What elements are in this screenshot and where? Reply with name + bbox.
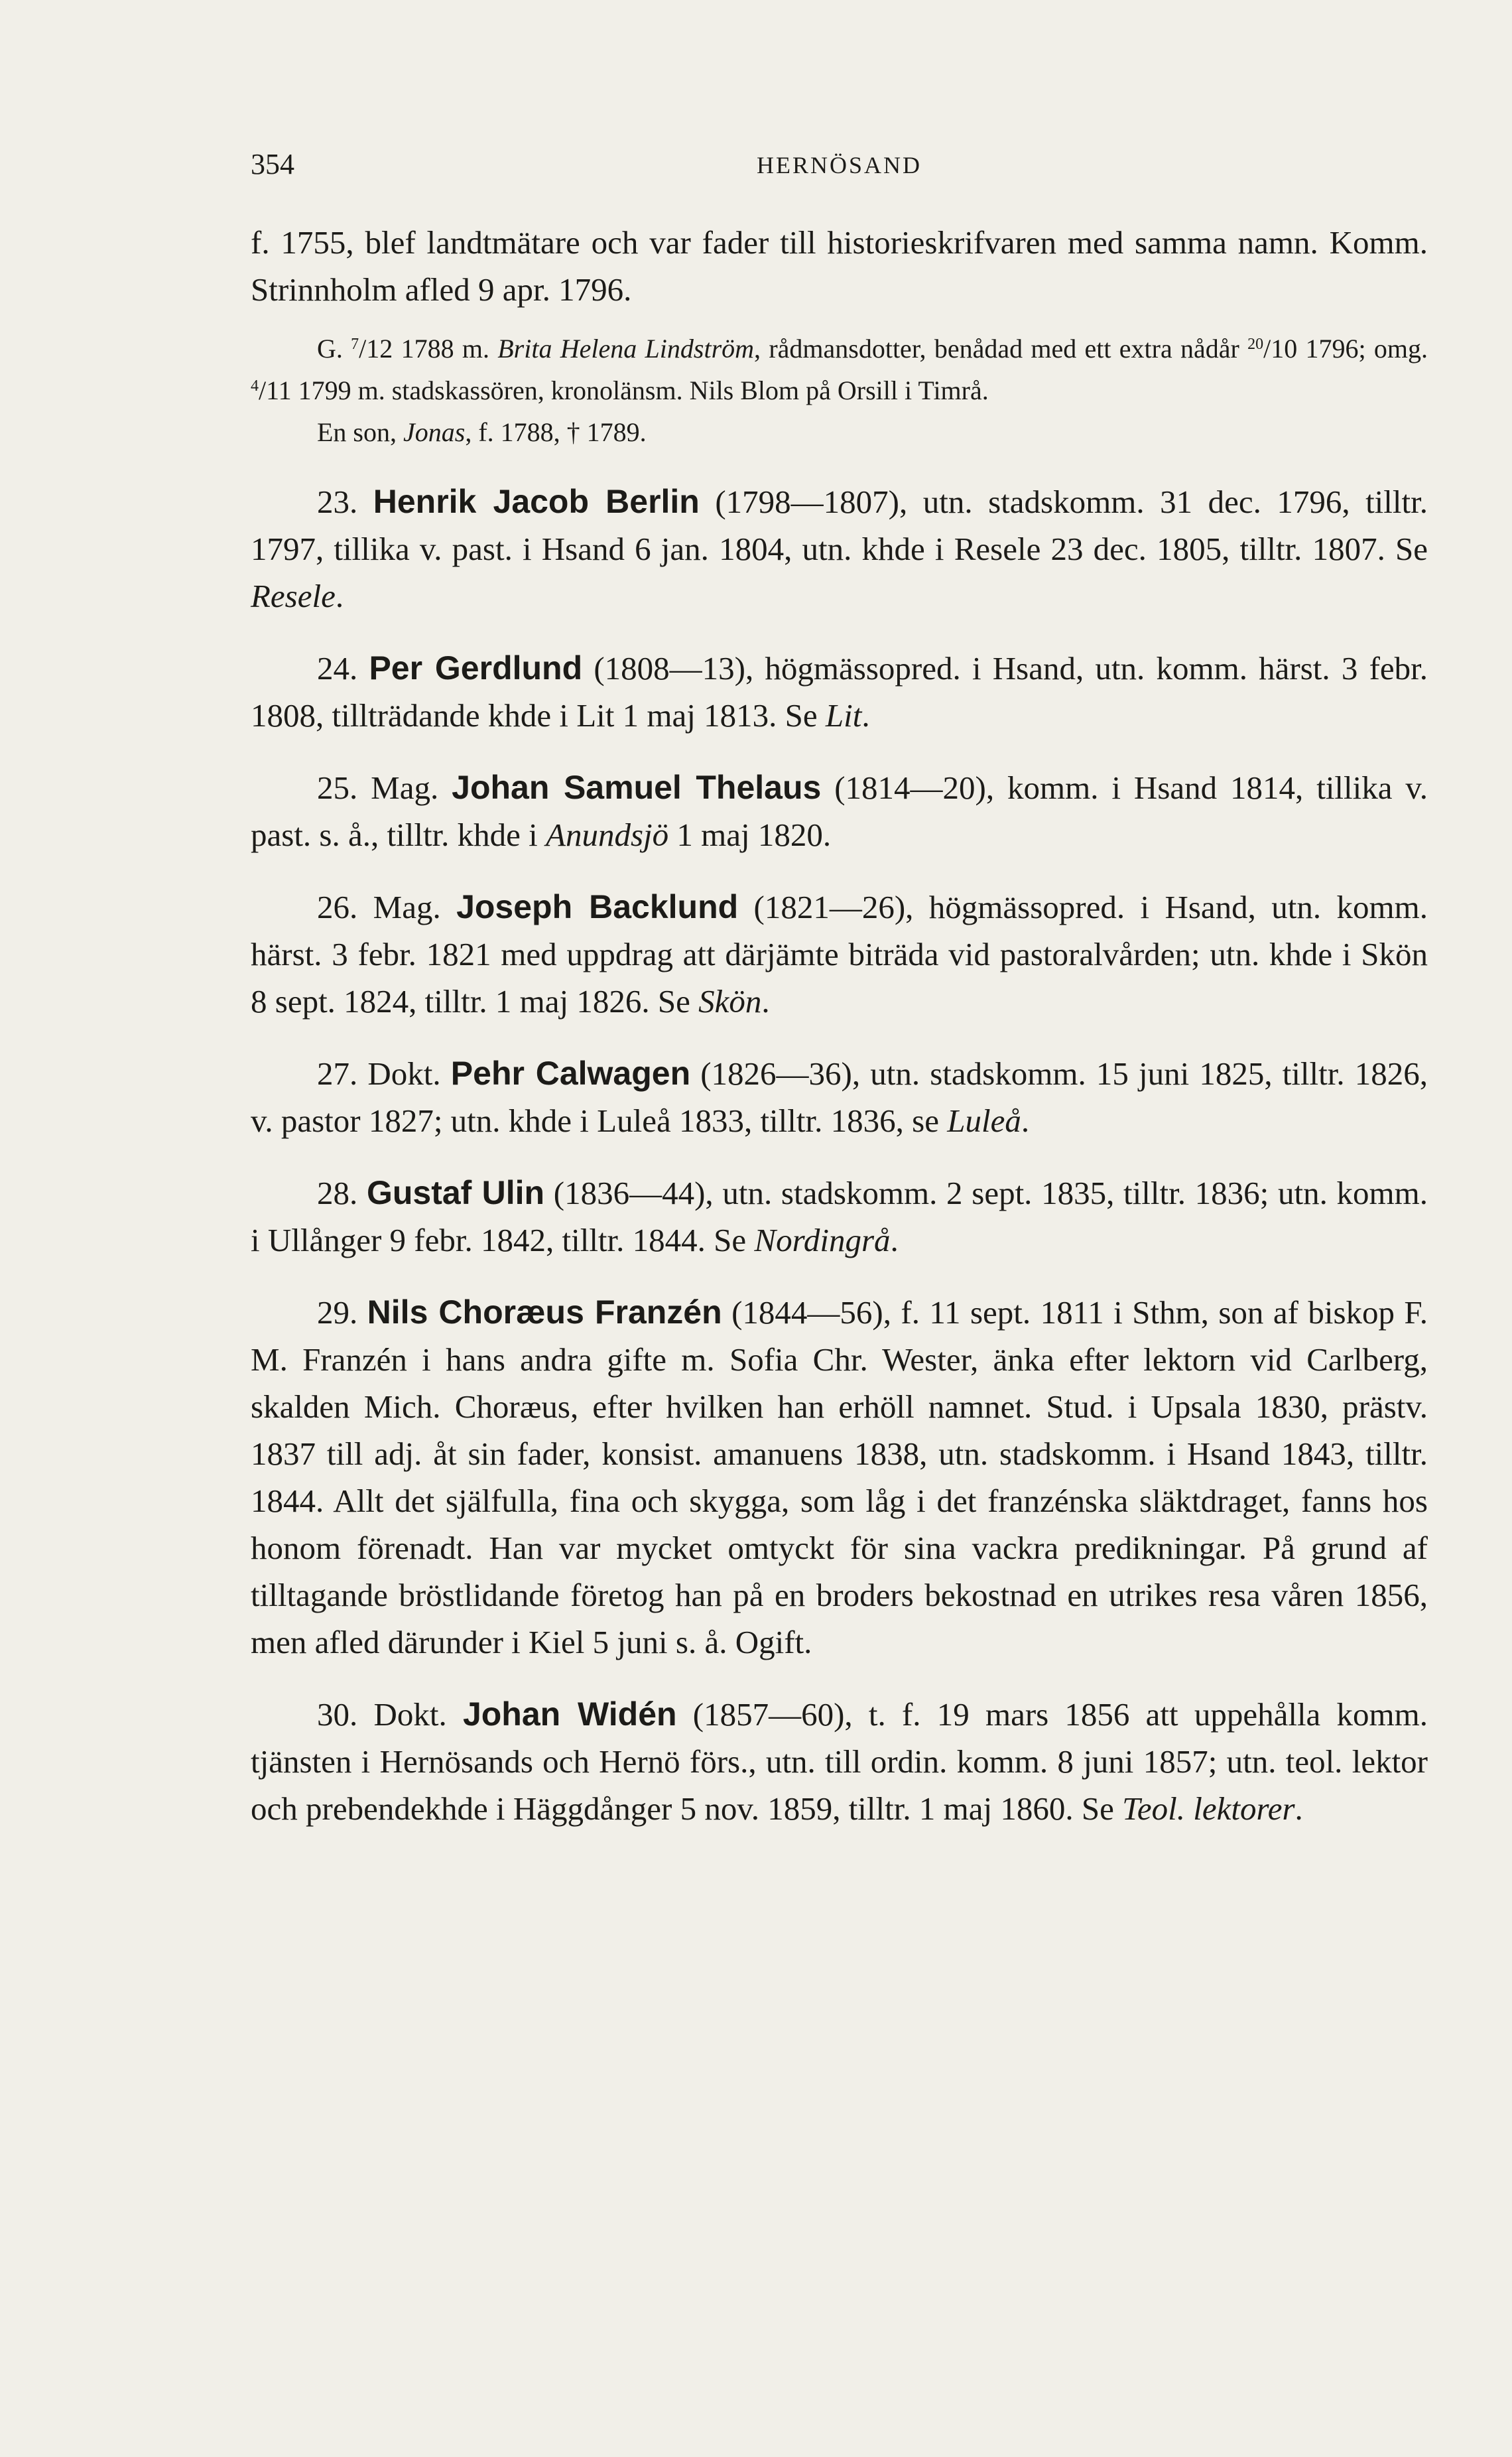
entry bbox=[251, 1691, 1428, 1832]
entry-reference: Luleå bbox=[947, 1102, 1021, 1139]
entry-title: Dokt. bbox=[373, 1696, 463, 1733]
entry-name: Henrik Jacob Berlin bbox=[373, 483, 700, 520]
entry-name: Pehr Calwagen bbox=[450, 1055, 691, 1092]
entry-number: 26. bbox=[317, 889, 373, 925]
entry-end: . bbox=[890, 1222, 899, 1258]
entry-text: (1836—44), utn. stadskomm. 2 sept. 1835, tilltr. 1836; utn. komm. i Ullånger 9 febr. 1842, tilltr. 1844. Se bbox=[251, 1175, 1428, 1258]
entry bbox=[251, 1050, 1428, 1144]
entry-name: Johan Widén bbox=[462, 1695, 677, 1733]
marriage-text: /10 1796; omg. bbox=[1263, 334, 1428, 364]
entry-name: Johan Samuel Thelaus bbox=[452, 769, 822, 806]
entry-text: (1798—1807), utn. stadskomm. 31 dec. 1796, tilltr. 1797, tillika v. past. i Hsand 6 jan. 1804, utn. khde i Resele 23 dec. 1805, tilltr. 1807. Se bbox=[251, 484, 1428, 567]
marriage-note bbox=[251, 328, 1428, 411]
entry bbox=[251, 478, 1428, 620]
entry-reference: Skön bbox=[698, 983, 762, 1020]
entry bbox=[251, 764, 1428, 858]
entry-number: 30. bbox=[317, 1696, 374, 1733]
entry bbox=[251, 1289, 1428, 1666]
entry bbox=[251, 884, 1428, 1025]
marriage-text: /11 1799 m. stadskassören, kronolänsm. Nils Blom på Orsill i Timrå. bbox=[259, 375, 989, 405]
entry-end: . bbox=[335, 578, 344, 614]
entry-end: . bbox=[1294, 1790, 1303, 1827]
son-note bbox=[251, 411, 1428, 453]
entry-list bbox=[251, 478, 1428, 1832]
entry-number: 23. bbox=[317, 484, 373, 520]
son-name: Jonas bbox=[403, 417, 466, 447]
entry-reference: Teol. lektorer bbox=[1122, 1790, 1295, 1827]
intro-continuation: f. 1755, blef landtmätare och var fader till historieskrifvaren med samma namn. Komm. Strinnholm afled 9 apr. 1796. bbox=[251, 224, 1428, 308]
entry-end: . bbox=[761, 983, 770, 1020]
entry-text: (1857—60), t. f. 19 mars 1856 att uppehålla komm. tjänsten i Hernösands och Hernö förs., utn. till ordin. komm. 8 juni 1857; utn. teol. lektor och prebendekhde i Häggdånger 5 nov. 1859, tilltr. 1 maj 1860. Se bbox=[251, 1696, 1428, 1827]
entry bbox=[251, 1169, 1428, 1264]
entry-title: Mag. bbox=[373, 889, 457, 925]
page-header bbox=[251, 147, 1428, 187]
entry-end: 1 maj 1820. bbox=[668, 817, 832, 853]
entry-number: 28. bbox=[317, 1175, 367, 1211]
entry-text: (1814—20), komm. i Hsand 1814, tillika v. past. s. å., tilltr. khde i bbox=[251, 769, 1428, 853]
fraction-numerator: 7 bbox=[351, 335, 359, 353]
entry-number: 25. bbox=[317, 769, 371, 806]
marriage-text: /12 1788 m. bbox=[359, 334, 498, 364]
entry-name: Joseph Backlund bbox=[456, 888, 739, 925]
entry-end: . bbox=[861, 697, 870, 734]
entry-text: (1808—13), högmässopred. i Hsand, utn. komm. härst. 3 febr. 1808, tillträdande khde i Lit 1 maj 1813. Se bbox=[251, 650, 1428, 734]
entry-end: . bbox=[1021, 1102, 1030, 1139]
entry-number: 27. bbox=[317, 1055, 368, 1092]
entry-reference: Nordingrå bbox=[754, 1222, 891, 1258]
entry bbox=[251, 645, 1428, 739]
entry-number: 29. bbox=[317, 1294, 367, 1331]
marriage-text: G. bbox=[317, 334, 351, 364]
son-text: , f. 1788, † 1789. bbox=[465, 417, 647, 447]
entry-reference: Resele bbox=[251, 578, 336, 614]
entry-name: Per Gerdlund bbox=[369, 649, 583, 687]
marriage-text: , rådmansdotter, benådad med ett extra nådår bbox=[754, 334, 1248, 364]
entry-title: Mag. bbox=[371, 769, 452, 806]
entry-name: Nils Choræus Franzén bbox=[367, 1294, 722, 1331]
page-body bbox=[251, 219, 1428, 1832]
entry-text: (1821—26), högmässopred. i Hsand, utn. komm. härst. 3 febr. 1821 med uppdrag att därjämte biträda vid pastoralvården; utn. khde i Skön 8 sept. 1824, tilltr. 1 maj 1826. Se bbox=[251, 889, 1428, 1020]
fraction-numerator: 20 bbox=[1247, 335, 1264, 353]
entry-name: Gustaf Ulin bbox=[366, 1174, 545, 1211]
entry-reference: Anundsjö bbox=[546, 817, 669, 853]
entry-text: (1844—56), f. 11 sept. 1811 i Sthm, son af biskop F. M. Franzén i hans andra gifte m. Sofia Chr. Wester, änka efter lektorn vid Carlberg, skalden Mich. Choræus, efter hvilken han erhöll namnet. Stud. i Upsala 1830, prästv. 1837 till adj. åt sin fader, konsist. amanuens 1838, utn. stadskomm. i Hsand 1843, tilltr. 1844. Allt det själfulla, fina och skygga, som låg i det franzénska släktdraget, fanns hos honom förenadt. Han var mycket omtyckt för sina vackra predikningar. På grund af tilltagande bröstlidande företog han på en broders bekostnad en utrikes resa våren 1856, men afled därunder i Kiel 5 juni s. å. Ogift. bbox=[251, 1294, 1428, 1660]
entry-number: 24. bbox=[317, 650, 369, 687]
entry-title: Dokt. bbox=[367, 1055, 451, 1092]
wife-name: Brita Helena Lindström bbox=[497, 334, 755, 364]
entry-text: (1826—36), utn. stadskomm. 15 juni 1825, tilltr. 1826, v. pastor 1827; utn. khde i Luleå 1833, tilltr. 1836, se bbox=[251, 1055, 1428, 1139]
entry-reference: Lit bbox=[825, 697, 862, 734]
fraction-numerator: 4 bbox=[251, 377, 259, 395]
running-head: HERNÖSAND bbox=[756, 152, 922, 178]
page-number: 354 bbox=[251, 148, 294, 180]
son-text: En son, bbox=[317, 417, 403, 447]
